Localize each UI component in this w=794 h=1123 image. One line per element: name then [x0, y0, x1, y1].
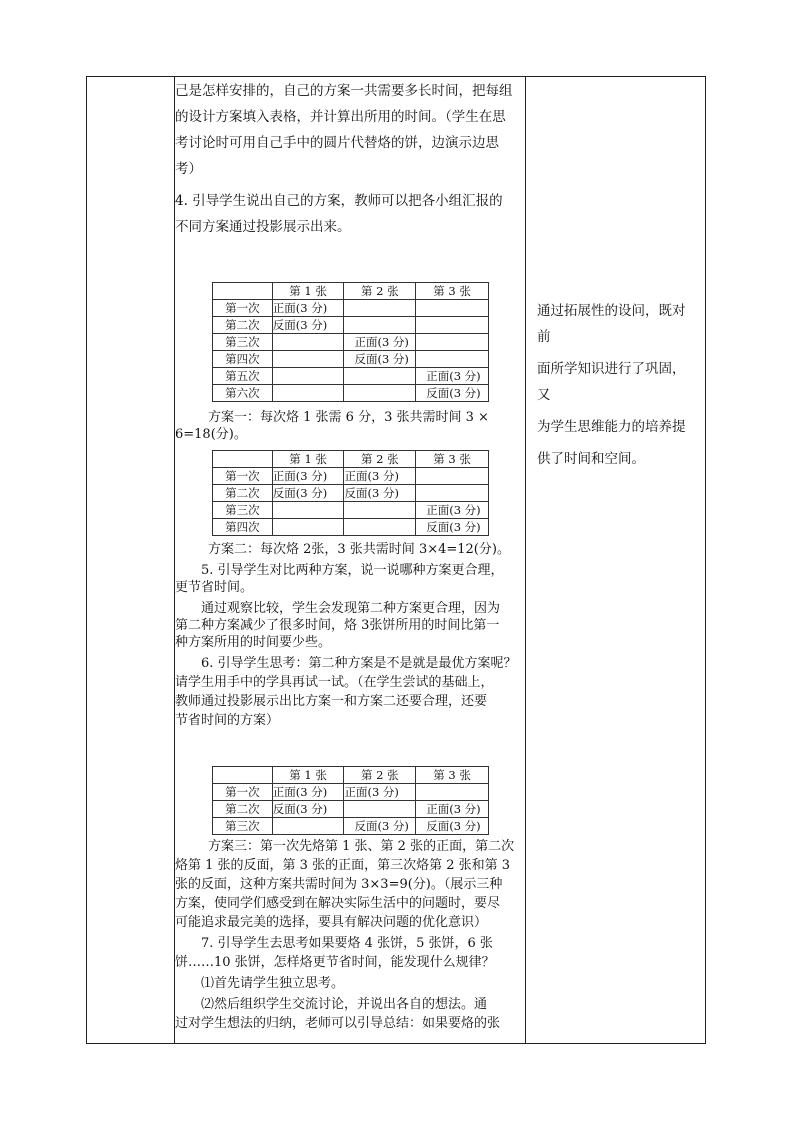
ending-line: 烙第 1 张的反面，第 3 张的正面，第三次烙第 2 张和第 3 [175, 858, 511, 873]
table-row [213, 818, 489, 835]
intro-line: 己是怎样安排的，自己的方案一共需要多长时间，把每组 [175, 83, 513, 99]
middle-line: 更节省时间。 [175, 580, 254, 595]
note-line: 为学生思维能力的培养提 [537, 419, 686, 435]
plan1-caption [175, 409, 523, 443]
row-label: 第一次 [213, 468, 273, 485]
table-cell: 反面(3 分) [272, 317, 344, 334]
note-line: 面所学知识进行了巩固，又 [537, 361, 686, 403]
table-cell: 正面(3 分) [416, 502, 489, 519]
row-label: 第二次 [213, 801, 273, 818]
table-cell [344, 801, 416, 818]
plan3-table [212, 766, 489, 835]
table-cell: 反面(3 分) [416, 818, 489, 835]
row-label: 第三次 [213, 818, 273, 835]
table-cell: 正面(3 分) [344, 784, 416, 801]
table-cell: 反面(3 分) [416, 385, 489, 402]
header-cell: 第 3 张 [416, 451, 489, 468]
table-cell [344, 519, 416, 536]
row-label: 第六次 [213, 385, 273, 402]
row-label: 第五次 [213, 368, 273, 385]
table-row [213, 519, 489, 536]
table-cell: 正面(3 分) [272, 300, 344, 317]
plan2-table [212, 450, 489, 536]
table-row [213, 300, 489, 317]
row-label: 第三次 [213, 334, 273, 351]
ending-line: 张的反面，这种方案共需时间为 3×3=9(分)。（展示三种 [175, 877, 503, 892]
header-cell: 第 3 张 [416, 283, 489, 300]
ending-line: 过对学生想法的归纳，老师可以引导总结：如果要烙的张 [175, 1016, 501, 1031]
intro-line: 的设计方案填入表格，并计算出所用的时间。（学生在思 [175, 109, 506, 125]
middle-line: 5. 引导学生对比两种方案，说一说哪种方案更合理， [201, 563, 504, 578]
design-intent-note [537, 298, 697, 472]
table-cell: 反面(3 分) [344, 485, 416, 502]
ending-line: 可能追求最完美的选择，要具有解决问题的优化意识） [175, 915, 488, 930]
table-cell: 正面(3 分) [344, 334, 416, 351]
table-cell [272, 502, 344, 519]
header-cell: 第 3 张 [416, 767, 489, 784]
table-cell [344, 300, 416, 317]
middle-line: 教师通过投影展示出比方案一和方案二还要合理，还要 [175, 694, 488, 709]
table-cell: 正面(3 分) [416, 801, 489, 818]
intro-line: 4. 引导学生说出自己的方案，教师可以把各小组汇报的 [175, 193, 503, 209]
table-row [213, 468, 489, 485]
row-label: 第一次 [213, 784, 273, 801]
table-corner [213, 767, 273, 784]
table-row [213, 485, 489, 502]
ending-line: 方案三：第一次先烙第 1 张、第 2 张的正面，第二次 [208, 839, 515, 854]
table-row [213, 334, 489, 351]
table-header-row [213, 767, 489, 784]
header-cell: 第 1 张 [272, 451, 344, 468]
table-cell [344, 502, 416, 519]
table-cell [272, 519, 344, 536]
header-cell: 第 2 张 [344, 283, 416, 300]
middle-line: 请学生用手中的学具再试一试。（在学生尝试的基础上， [175, 675, 494, 690]
row-label: 第一次 [213, 300, 273, 317]
table-cell [416, 317, 489, 334]
table-cell [416, 485, 489, 502]
ending-line: 7. 引导学生去思考如果要烙 4 张饼，5 张饼，6 张 [201, 936, 493, 951]
table-corner [213, 451, 273, 468]
table-row [213, 385, 489, 402]
header-cell: 第 1 张 [272, 283, 344, 300]
table-cell: 反面(3 分) [344, 351, 416, 368]
table-header-row [213, 451, 489, 468]
table-row [213, 351, 489, 368]
plan1-table [212, 282, 489, 402]
middle-line: 节省时间的方案） [175, 713, 280, 728]
table-row [213, 784, 489, 801]
row-label: 第三次 [213, 502, 273, 519]
table-row [213, 317, 489, 334]
table-corner [213, 283, 273, 300]
table-cell [272, 351, 344, 368]
table-cell: 正面(3 分) [344, 468, 416, 485]
table-cell: 反面(3 分) [272, 485, 344, 502]
table-cell [416, 300, 489, 317]
header-cell: 第 2 张 [344, 767, 416, 784]
table-cell [416, 784, 489, 801]
row-label: 第四次 [213, 351, 273, 368]
row-label: 第二次 [213, 485, 273, 502]
ending-line: 方案，使同学们感受到在解决实际生活中的问题时，要尽 [175, 896, 501, 911]
table-row [213, 502, 489, 519]
table-row [213, 801, 489, 818]
header-cell: 第 2 张 [344, 451, 416, 468]
intro-line: 考） [175, 161, 202, 177]
row-label: 第四次 [213, 519, 273, 536]
lesson-middle [175, 562, 523, 729]
intro-line: 考讨论时可用自己手中的圆片代替烙的饼，边演示边思 [175, 135, 499, 151]
caption-line: 方案二：每次烙 2张，3 张共需时间 3×4=12(分)。 [208, 542, 510, 557]
caption-line: 6=18(分)。 [175, 427, 247, 442]
table-cell [416, 351, 489, 368]
table-cell [272, 368, 344, 385]
table-cell: 正面(3 分) [272, 468, 344, 485]
table-cell [416, 468, 489, 485]
column-divider-right [525, 77, 526, 1043]
table-cell: 反面(3 分) [272, 801, 344, 818]
row-label: 第二次 [213, 317, 273, 334]
table-cell [272, 385, 344, 402]
ending-line: 饼……10 张饼，怎样烙更节省时间，能发现什么规律？ [175, 955, 495, 970]
header-cell: 第 1 张 [272, 767, 344, 784]
caption-line: 方案一：每次烙 1 张需 6 分，3 张共需时间 3 × [208, 410, 489, 425]
ending-line: ⑴首先请学生独立思考。 [201, 976, 345, 991]
middle-line: 通过观察比较，学生会发现第二种方案更合理，因为 [201, 601, 501, 616]
table-cell: 反面(3 分) [416, 519, 489, 536]
lesson-ending [175, 838, 523, 1032]
middle-line: 6. 引导学生思考：第二种方案是不是就是最优方案呢？ [201, 656, 517, 671]
table-cell: 正面(3 分) [416, 368, 489, 385]
intro-line: 不同方案通过投影展示出来。 [175, 219, 351, 235]
table-cell [344, 368, 416, 385]
lesson-intro [175, 78, 523, 240]
middle-line: 种方案所用的时间要少些。 [175, 635, 332, 650]
note-line: 供了时间和空间。 [537, 451, 645, 467]
table-cell: 反面(3 分) [344, 818, 416, 835]
table-row [213, 368, 489, 385]
table-cell [272, 818, 344, 835]
table-cell [272, 334, 344, 351]
plan2-caption [175, 541, 523, 558]
table-cell [344, 317, 416, 334]
table-cell [416, 334, 489, 351]
table-cell [344, 385, 416, 402]
middle-line: 第二种方案减少了很多时间，烙 3张饼所用的时间比第一 [175, 618, 500, 633]
table-cell: 正面(3 分) [272, 784, 344, 801]
note-line: 通过拓展性的设问，既对前 [537, 303, 686, 345]
table-header-row [213, 283, 489, 300]
ending-line: ⑵然后组织学生交流讨论，并说出各自的想法。通 [201, 997, 488, 1012]
